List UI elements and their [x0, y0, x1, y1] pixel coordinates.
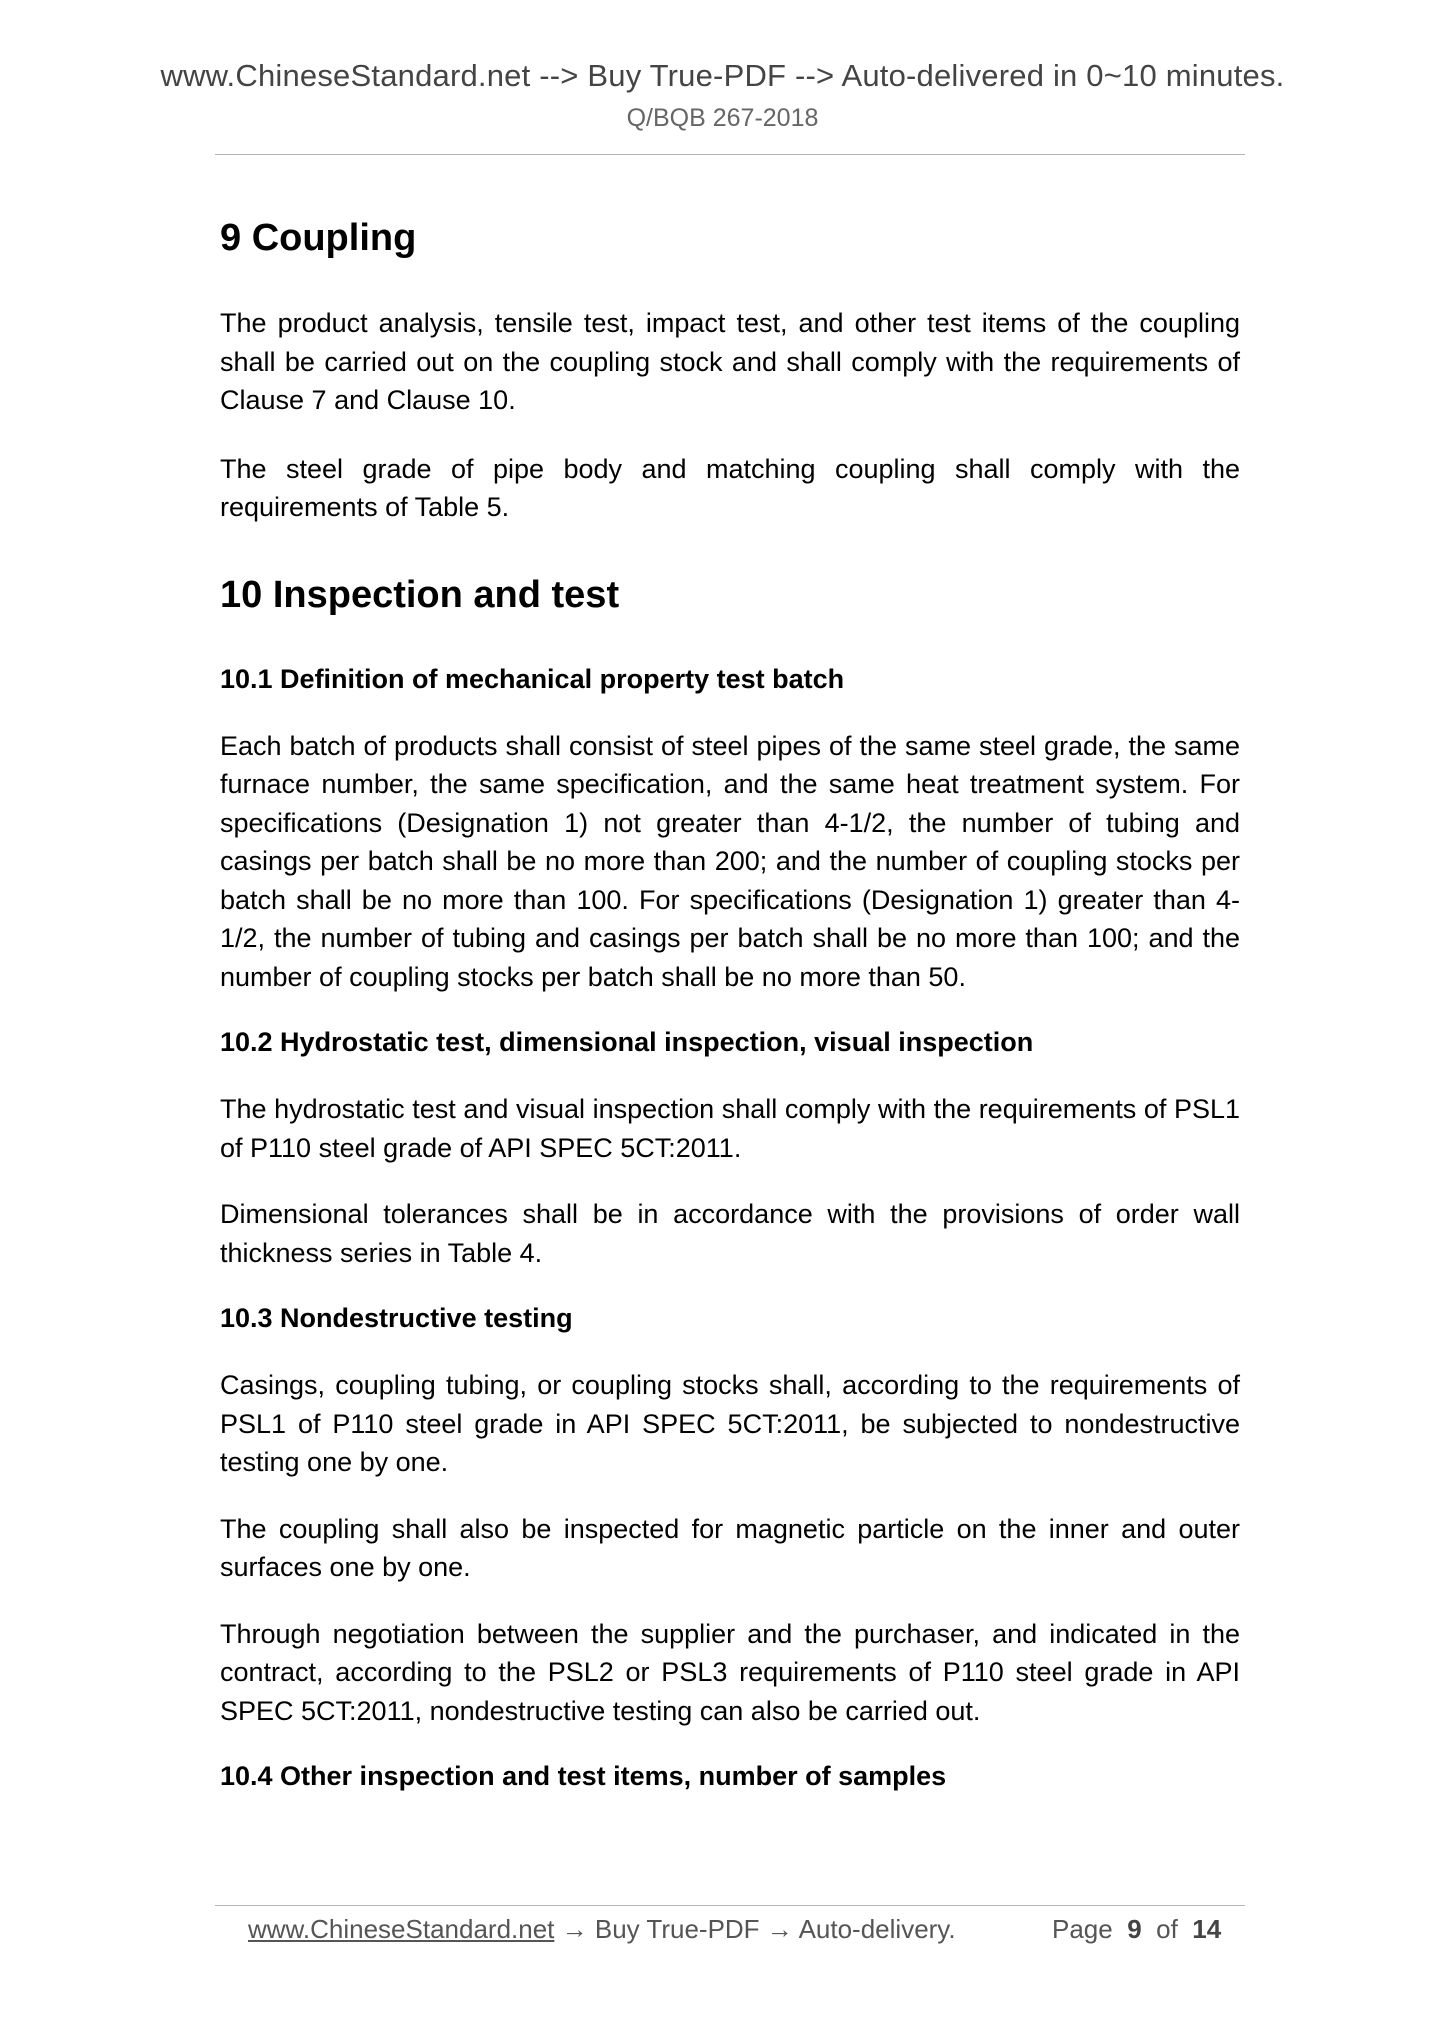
section-10-1-heading: 10.1 Definition of mechanical property test batch [220, 663, 845, 694]
section-10-2-paragraph-1: The hydrostatic test and visual inspection shall comply with the requirements of PSL1 of P110 steel grade of API SPEC 5CT:2011. [220, 1094, 1240, 1163]
section-10-4-heading: 10.4 Other inspection and test items, number of samples [220, 1761, 947, 1791]
document-code: Q/BQB 267-2018 [626, 104, 819, 132]
section-10-2-paragraph-2: Dimensional tolerances shall be in accordance with the provisions of order wall thickness series in Table 4. [220, 1199, 1240, 1268]
page-of-label: of [1156, 1914, 1178, 1944]
header-divider [215, 154, 1245, 155]
section-9-paragraph-2: The steel grade of pipe body and matching coupling shall comply with the requirements of Table 5. [220, 453, 1240, 522]
section-10-3-paragraph-1: Casings, coupling tubing, or coupling stocks shall, according to the requirements of PSL1 of P110 steel grade in API SPEC 5CT:2011, be subjected to nondestructive testing one by one. [220, 1370, 1240, 1477]
footer-promo-text: → Buy True-PDF → Auto-delivery. [554, 1914, 956, 1944]
section-10-heading: 10 Inspection and test [220, 573, 620, 616]
section-9-paragraph-1: The product analysis, tensile test, impact test, and other test items of the coupling shall be carried out on the coupling stock and shall comply with the requirements of Clause 7 and Clause 10. [220, 308, 1240, 415]
site-banner: www.ChineseStandard.net --> Buy True-PDF --> Auto-delivered in 0~10 minutes. [160, 58, 1285, 93]
section-10-3-paragraph-3: Through negotiation between the supplier and the purchaser, and indicated in the contract, according to the PSL2 or PSL3 requirements of P110 steel grade in API SPEC 5CT:2011, nondestructive testing can also be carried out. [220, 1618, 1240, 1726]
page-current: 9 [1127, 1914, 1142, 1944]
page-indicator [1052, 1914, 1221, 1945]
footer-site-link[interactable]: www.ChineseStandard.net [248, 1914, 555, 1944]
section-10-1-paragraph-1: Each batch of products shall consist of steel pipes of the same steel grade, the same furnace number, the same specification, and the same heat treatment system. For specifications (Designation 1) not greater than 4-1/2, the number of tubing and casings per batch shall be no more than 200; and the number of coupling stocks per batch shall be no more than 100. For specifications (Designation 1) greater than 4-1/2, the number of tubing and casings per batch shall be no more than 100; and the number of coupling stocks per batch shall be no more than 50. [220, 730, 1240, 992]
section-10-3-heading: 10.3 Nondestructive testing [220, 1303, 573, 1333]
footer-promo [248, 1914, 956, 1945]
section-10-2-heading: 10.2 Hydrostatic test, dimensional inspection, visual inspection [220, 1027, 1034, 1057]
section-9-heading: 9 Coupling [220, 217, 417, 259]
page-label: Page [1052, 1914, 1113, 1944]
footer-divider [215, 1905, 1245, 1906]
section-10-3-paragraph-2: The coupling shall also be inspected for magnetic particle on the inner and outer surfaces one by one. [220, 1513, 1240, 1582]
page-total: 14 [1192, 1914, 1222, 1944]
page-content [220, 210, 1240, 1796]
